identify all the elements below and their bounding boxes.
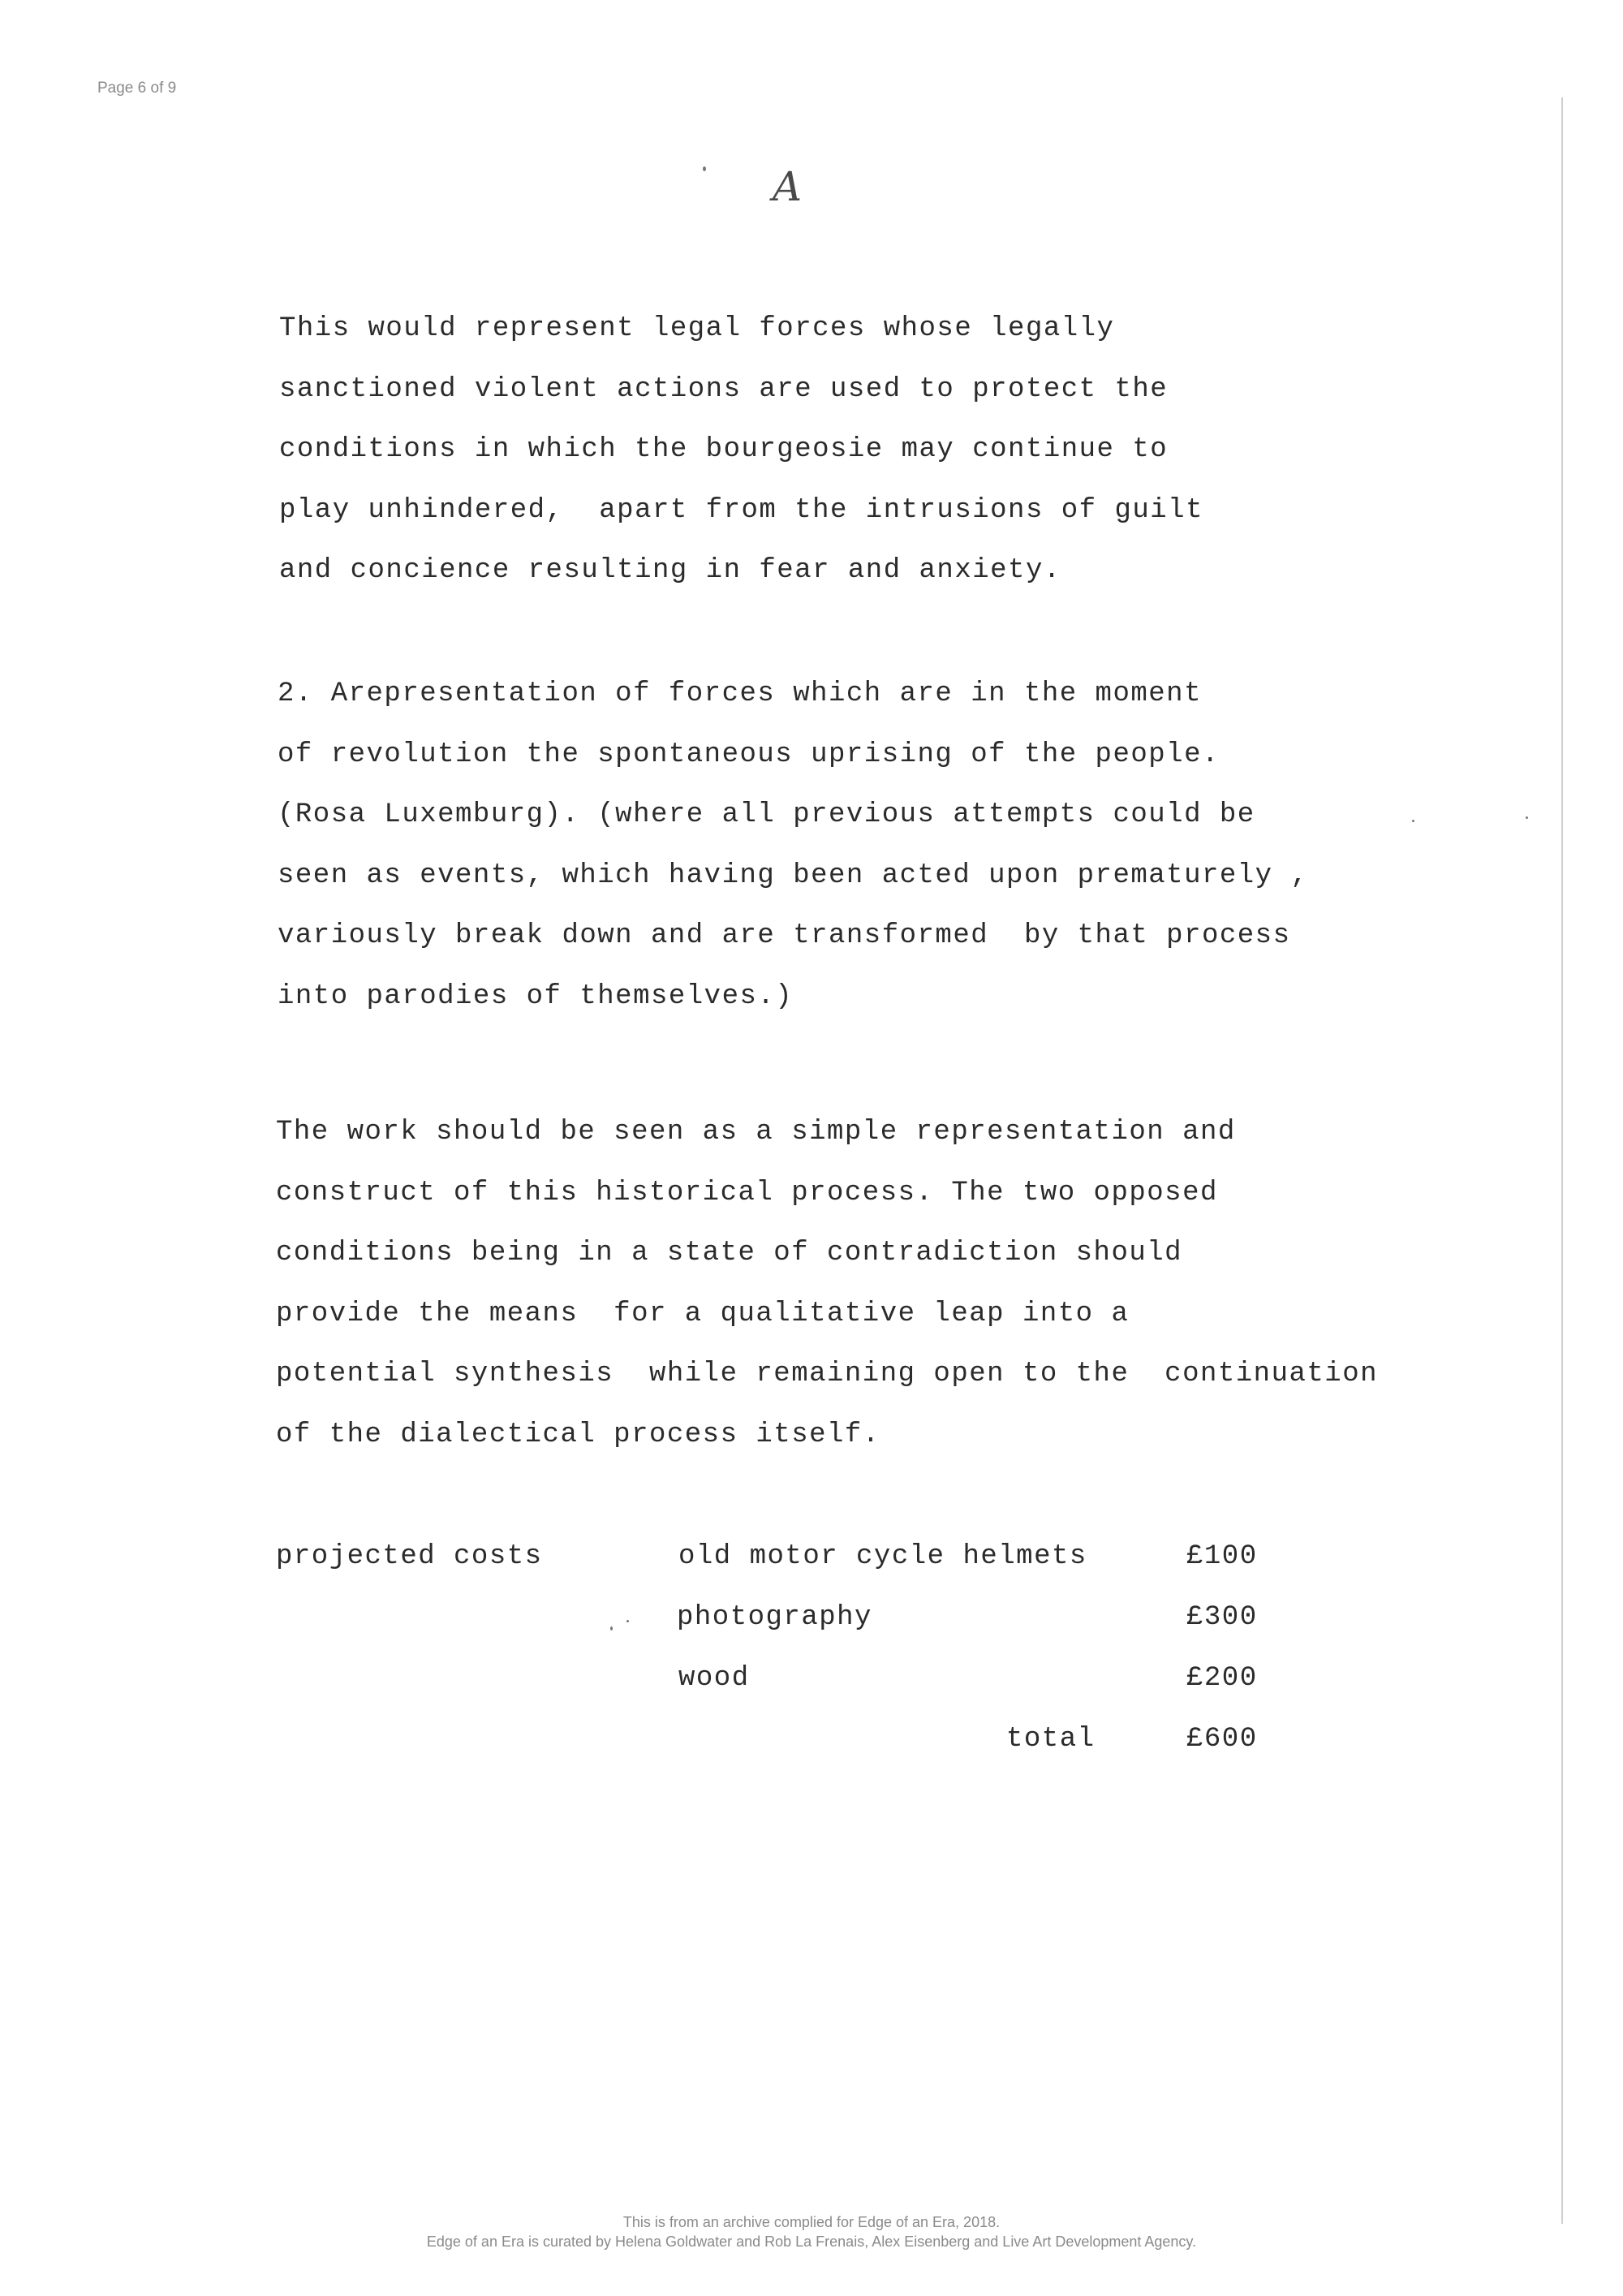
paragraph-revolution bbox=[278, 664, 1308, 1027]
handwritten-page-mark: A bbox=[773, 163, 803, 210]
text-line: of the dialectical process itself. bbox=[276, 1419, 880, 1450]
costs-label: projected costs bbox=[276, 1541, 543, 1572]
scan-edge-line bbox=[1561, 97, 1563, 2224]
page-counter: Page 6 of 9 bbox=[97, 80, 177, 97]
text-line: of revolution the spontaneous uprising of the people. bbox=[278, 739, 1220, 770]
ink-speck bbox=[626, 1620, 629, 1622]
text-line: seen as events, which having been acted upon prematurely , bbox=[278, 859, 1309, 891]
ink-speck bbox=[703, 166, 706, 171]
paragraph-the-work bbox=[276, 1102, 1378, 1465]
cost-item-amount: £200 bbox=[1186, 1663, 1258, 1694]
text-line: construct of this historical process. The two opposed bbox=[276, 1177, 1218, 1208]
paragraph-legal-forces bbox=[279, 299, 1203, 601]
cost-item-name: old motor cycle helmets bbox=[678, 1541, 1087, 1572]
text-line: 2. Arepresentation of forces which are in the moment bbox=[278, 678, 1202, 709]
ink-speck bbox=[1526, 816, 1528, 819]
text-line: provide the means for a qualitative leap into a bbox=[276, 1298, 1130, 1329]
cost-total-label: total bbox=[1006, 1724, 1096, 1755]
text-line: sanctioned violent actions are used to protect the bbox=[279, 373, 1169, 405]
footer-curators-note: Edge of an Era is curated by Helena Goldwater and Rob La Frenais, Alex Eisenberg and Live Art Development Agency. bbox=[426, 2234, 1197, 2250]
text-line: potential synthesis while remaining open to the continuation bbox=[276, 1359, 1379, 1389]
text-line: into parodies of themselves.) bbox=[278, 980, 794, 1012]
cost-item-amount: £300 bbox=[1186, 1602, 1258, 1633]
ink-speck bbox=[1412, 820, 1414, 822]
cost-item-name: photography bbox=[677, 1602, 872, 1633]
text-line: This would represent legal forces whose legally bbox=[279, 313, 1115, 344]
text-line: conditions being in a state of contradiction should bbox=[276, 1238, 1183, 1269]
text-line: (Rosa Luxemburg). (where all previous attempts could be bbox=[278, 799, 1255, 830]
text-line: and concience resulting in fear and anxiety. bbox=[279, 555, 1061, 586]
text-line: The work should be seen as a simple representation and bbox=[276, 1117, 1236, 1148]
footer-archive-note: This is from an archive complied for Edge of an Era, 2018. bbox=[622, 2214, 1001, 2230]
cost-total-amount: £600 bbox=[1186, 1724, 1258, 1755]
text-line: conditions in which the bourgeosie may continue to bbox=[279, 434, 1169, 465]
cost-item-name: wood bbox=[678, 1663, 750, 1694]
cost-item-amount: £100 bbox=[1186, 1541, 1258, 1572]
text-line: play unhindered, apart from the intrusions of guilt bbox=[279, 494, 1203, 526]
text-line: variously break down and are transformed by that process bbox=[278, 920, 1291, 951]
ink-speck bbox=[610, 1626, 613, 1630]
